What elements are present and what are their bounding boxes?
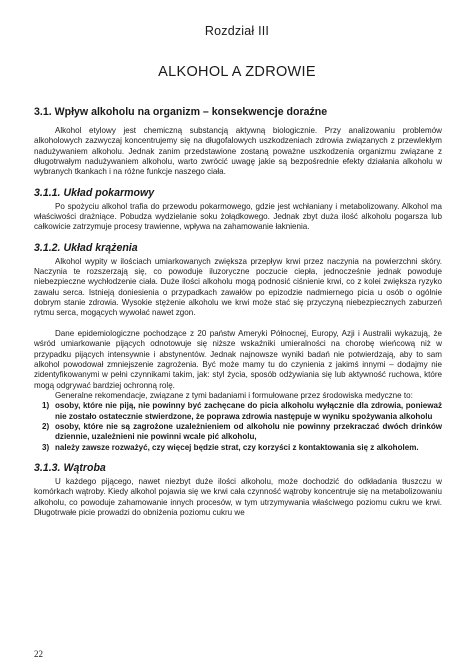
page-number: 22	[34, 649, 43, 659]
subsection-heading-circulatory: 3.1.2. Układ krążenia	[34, 241, 138, 254]
list-item-number: 2)	[42, 421, 50, 431]
list-item-text: osoby, które nie są zagrożone uzależnieniem od alkoholu nie powinny przekraczać dwóch drinków dziennie, uzależnieni nie powinni wcale pić alkoholu,	[55, 421, 442, 442]
list-item-number: 3)	[42, 442, 50, 452]
circulatory-paragraph-2: Dane epidemiologiczne pochodzące z 20 państw Ameryki Północnej, Europy, Azji i Australii wykazują, że wśród umiarkowanie pijących odnotowuje się niższe wskaźniki umieralności na chorobę wieńcową niż w przypadku pijących intensywnie i abstynentów. Jednak najnowsze wyniki badań nie potwierdzają, aby to sam alkohol powodował zmniejszenie zagrożenia. Być może mamy tu do czynienia z jakimś innymi – dodajmy nie zidentyfikowanymi w pełni czynnikami takim, jak: styl życia, sposób odżywiania się lub aktywność ruchowa, które mogą odgrywać bardziej ochronną rolę.	[34, 328, 442, 390]
liver-paragraph: U każdego pijącego, nawet niezbyt duże ilości alkoholu, może dochodzić do odkładania tłuszczu w komórkach wątroby. Kiedy alkohol pojawia się we krwi cała czynność wątroby koncentruje się na metabolizowaniu alkoholu, co powoduje zahamowanie innych procesów, w tym utrzymywania właściwego poziomu cukru we krwi. Długotrwałe picie prowadzi do obniżenia poziomu cukru we	[34, 476, 442, 517]
list-item-number: 1)	[42, 401, 50, 411]
section-intro-paragraph: Alkohol etylowy jest chemiczną substancją aktywną biologicznie. Przy analizowaniu problemów alkoholowych zazwyczaj koncentrujemy się na długofalowych uszkodzeniach zdrowia związanych z przewlekłym nadużywaniem alkoholu. Jednak zanim przedstawione zostaną poważne uszkodzenia organizmu związane z długotrwałym nadużywaniem alkoholu, warto zwrócić uwagę jakie są bezpośrednie efekty działania alkoholu w wybranych tkankach i na różne funkcje naszego ciała.	[34, 126, 442, 177]
subsection-heading-digestive: 3.1.1. Układ pokarmowy	[34, 186, 155, 199]
chapter-title: ALKOHOL A ZDROWIE	[158, 64, 316, 80]
subsection-heading-liver: 3.1.3. Wątroba	[34, 461, 106, 474]
list-item	[42, 443, 442, 453]
list-item	[42, 401, 442, 422]
recommendations-list	[34, 401, 442, 453]
list-item-text: osoby, które nie piją, nie powinny być zachęcane do picia alkoholu wyłącznie dla zdrowia, ponieważ nie zostało ostatecznie stwierdzone, że poprawa zdrowia następuje w wyniku spożywania alkoholu	[55, 401, 442, 421]
list-item	[42, 422, 442, 443]
circulatory-paragraph-3: Generalne rekomendacje, związane z tymi badaniami i formułowane przez środowiska medyczne to:	[55, 390, 413, 400]
paragraph-gap	[34, 319, 442, 329]
list-item-text: należy zawsze rozważyć, czy więcej będzie strat, czy korzyści z kontaktowania się z alkoholem.	[55, 442, 419, 452]
section-heading: 3.1. Wpływ alkoholu na organizm – konsekwencje doraźne	[34, 106, 328, 118]
page-content	[34, 106, 442, 518]
digestive-paragraph: Po spożyciu alkohol trafia do przewodu pokarmowego, gdzie jest wchłaniany i metabolizowany. Alkohol ma właściwości drażniące. Pobudza wydzielanie soku żołądkowego. Jednak zbyt duża ilość alkoholu pogarsza lub całkowicie zatrzymuje procesy trawienne, wpływa na zahamowanie łaknienia.	[34, 201, 442, 232]
chapter-label: Rozdział III	[204, 24, 270, 38]
circulatory-paragraph-1: Alkohol wypity w ilościach umiarkowanych zwiększa przepływ krwi przez naczynia na powierzchni skóry. Naczynia te rozszerzają się, co powoduje iluzoryczne poczucie ciepła, jednocześnie jednak powoduje niebezpieczne wychłodzenie ciała. Duże ilości alkoholu mogą podnosić ciśnienie krwi, co z kolei zwiększa ryzyko zawału serca. Istnieją doniesienia o przypadkach zawałów po epizodzie nadmiernego picia u osób o ogólnie dobrym stanie zdrowia. Wysokie stężenie alkoholu we krwi może stać się przyczyną niebezpiecznych zaburzeń rytmu serca, mogących wywołać nawet zgon.	[34, 256, 442, 318]
